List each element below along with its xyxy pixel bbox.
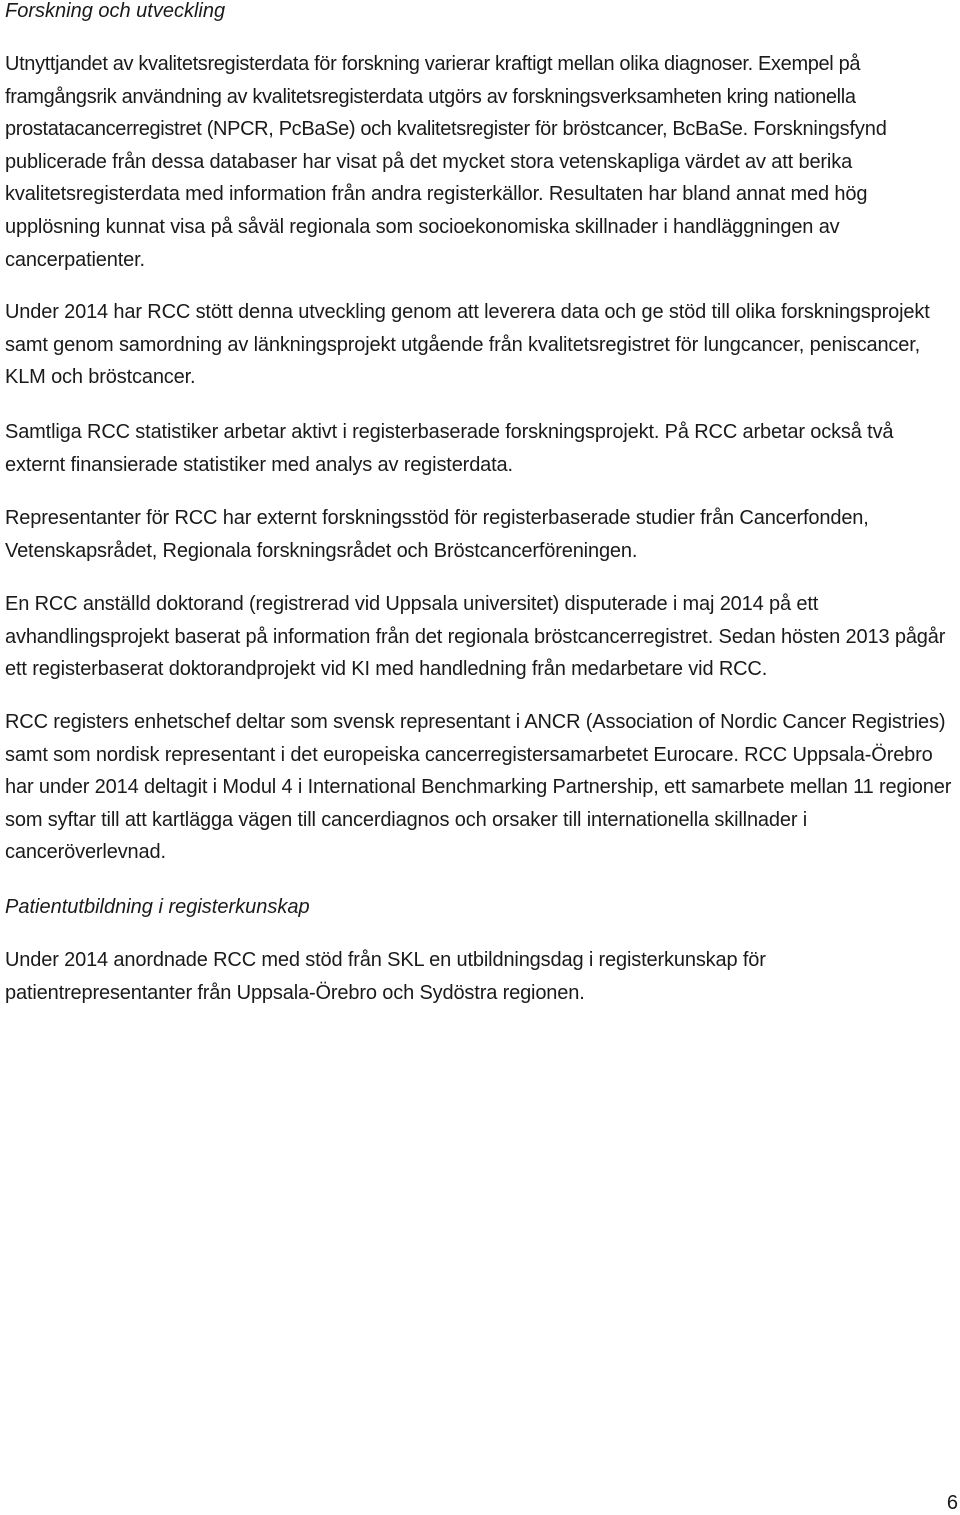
paragraph-rcc-support: Under 2014 har RCC stött denna utveckling genom att leverera data och ge stöd till olika forskningsprojekt samt genom samordning av länkningsprojekt utgående från kvalitetsregistret för lungcancer, peniscancer, KLM och bröstcancer. xyxy=(5,301,930,389)
paragraph-research-registry-part-1: Utnyttjandet av kvalitetsregisterdata för forskning varierar kraftigt mellan olika diagnoser. Exempel på framgångsrik användning av kvalitetsregisterdata utgörs av forskningsverksamheten kring nationella prostatacancerregistret (NPCR, PcBaSe) och kvalitetsregister för bröstcancer, BcBaSe. xyxy=(5,53,861,141)
page-number: 6 xyxy=(946,1492,958,1514)
section-heading-patient-education: Patientutbildning i registerkunskap xyxy=(5,896,310,918)
section-heading-research: Forskning och utveckling xyxy=(5,0,226,22)
paragraph-doctoral-projects: En RCC anställd doktorand (registrerad vid Uppsala universitet) disputerade i maj 2014 på ett avhandlingsprojekt baserat på information från det regionala bröstcancerregistret. Sedan hösten 2013 pågår ett registerbaserat doktorandprojekt vid KI med handledning från medarbetare vid RCC. xyxy=(5,593,946,681)
paragraph-representatives: Representanter för RCC har externt forskningsstöd för registerbaserade studier från Cancerfonden, Vetenskapsrådet, Regionala forskningsrådet och Bröstcancerföreningen. xyxy=(5,507,869,562)
paragraph-international-collaboration: RCC registers enhetschef deltar som svensk representant i ANCR (Association of Nordic Cancer Registries) samt som nordisk representant i det europeiska cancerregistersamarbetet Eurocare. RCC Uppsala-Örebro har under 2014 deltagit i Modul 4 i International Benchmarking Partnership, ett samarbete mellan 11 regioner som syftar till att kartlägga vägen till cancerdiagnos och orsaker till internationella skillnader i canceröverlevnad. xyxy=(5,711,952,864)
paragraph-patient-education: Under 2014 anordnade RCC med stöd från SKL en utbildningsdag i registerkunskap för patientrepresentanter från Uppsala-Örebro och Sydöstra regionen. xyxy=(5,949,766,1004)
paragraph-research-registry-part-2: Forskningsfynd publicerade från dessa databaser har visat på det mycket stora vetenskapliga värdet av att berika kvalitetsregisterdata med information från andra registerkällor. Resultaten har bland annat med hög upplösning kunnat visa på såväl regionala som socioekonomiska skillnader i handläggningen av cancerpatienter. xyxy=(5,118,887,271)
paragraph-statisticians: Samtliga RCC statistiker arbetar aktivt i registerbaserade forskningsprojekt. På RCC arbetar också två externt finansierade statistiker med analys av registerdata. xyxy=(5,421,894,476)
paragraph-research-registry xyxy=(5,48,955,276)
